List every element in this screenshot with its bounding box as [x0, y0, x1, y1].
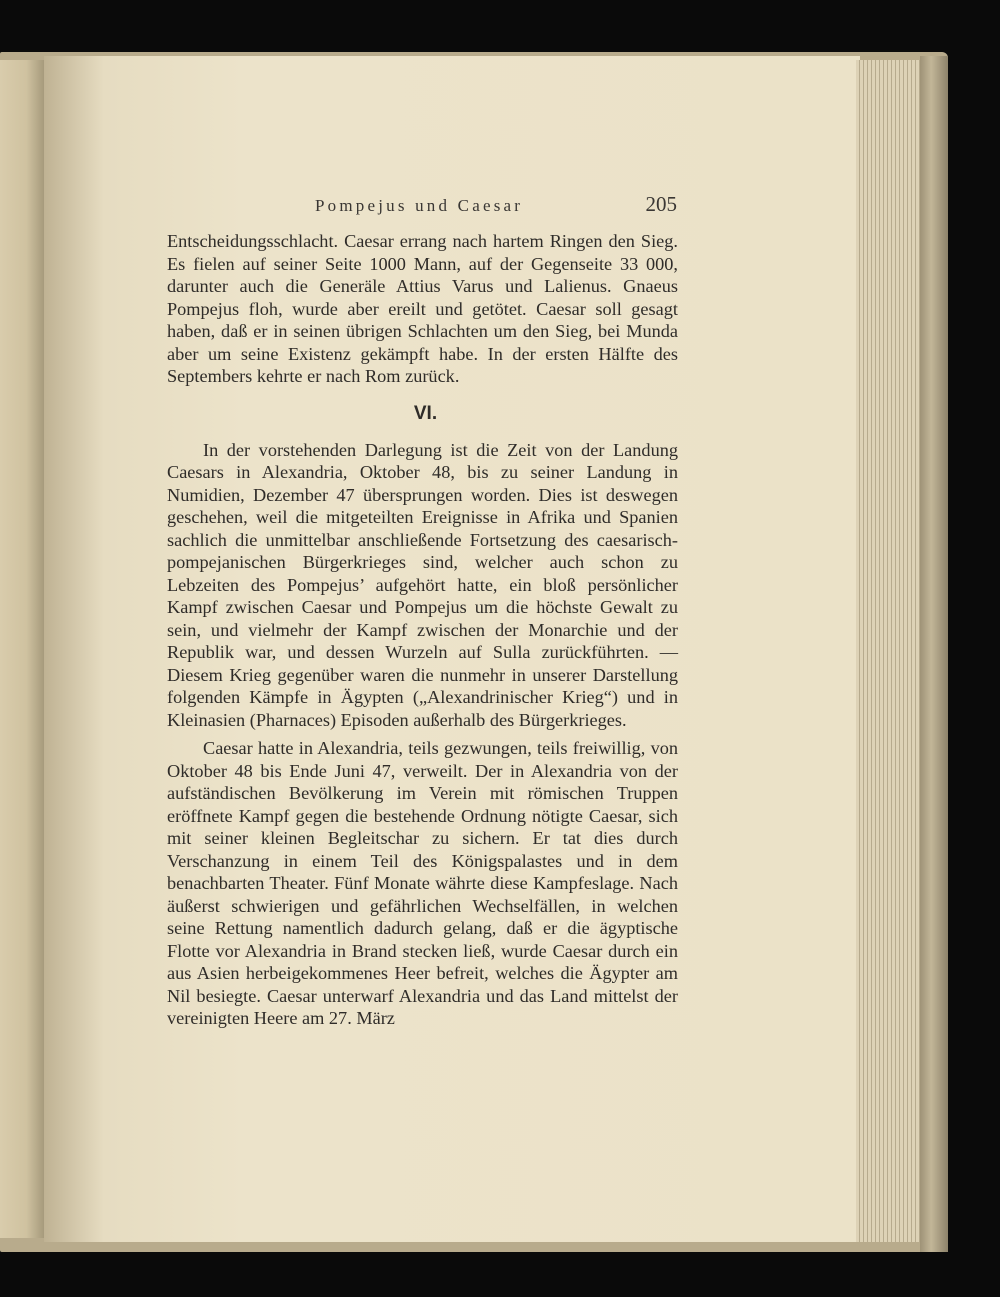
running-title: Pompejus und Caesar — [315, 196, 524, 215]
page-number: 205 — [645, 192, 677, 216]
page-edges — [856, 60, 922, 1242]
paragraph: In der vorstehenden Darlegung ist die Zeit von der Landung Caesars in Alexandria, Oktober 48, bis zu seiner Landung in Numidien, Dezember 47 übersprungen worden. Dies ist deswegen geschehen, weil die mitgeteilten Ereignisse in Afrika und Spanien sachlich die unmittelbar anschließende Fortsetzung des caesarisch-pompejanischen Bürgerkrieges sind, welcher auch schon zu Lebzeiten des Pompejus’ aufgehört hatte, ein bloß persönlicher Kampf zwischen Caesar und Pompejus um die höchste Gewalt zu sein, und vielmehr der Kampf zwischen der Monarchie und der Republik war, und dessen Wurzeln auf Sulla zurückführten. — Diesem Krieg gegenüber waren die nunmehr in unserer Darstellung folgenden Kämpfe in Ägypten („Alexandrinischer Krieg“) und in Kleinasien (Pharnaces) Episoden außerhalb des Bürgerkrieges. — [167, 439, 678, 730]
cover-edge — [920, 56, 948, 1252]
left-page-edge — [0, 60, 44, 1238]
paragraph: Caesar hatte in Alexandria, teils gezwungen, teils freiwillig, von Oktober 48 bis Ende Juni 47, verweilt. Der in Alexandria von der aufständischen Bevölkerung im Verein mit römischen Truppen eröffnete Kampf gegen die bestehende Ordnung nötigte Caesar, sich mit seiner kleinen Begleitschar zu sichern. Er tat dies durch Verschanzung in einem Teil des Königspalastes und in dem benachbarten Theater. Fünf Monate währte diese Kampfeslage. Nach äußerst schwierigen und gefährlichen Wechselfällen, in welchen seine Rettung namentlich dadurch gelang, daß er die ägyptische Flotte vor Alexandria in Brand stecken ließ, wurde Caesar durch ein aus Asien herbeigekommenes Heer befreit, welches die Ägypter am Nil besiegte. Caesar unterwarf Alexandria und das Land mittelst der vereinigten Heere am 27. März — [167, 738, 678, 1028]
body-text — [167, 230, 678, 1030]
section-heading: VI. — [413, 402, 438, 424]
paragraph: Entscheidungsschlacht. Caesar errang nach hartem Ringen den Sieg. Es fielen auf seiner Seite 1000 Mann, auf der Gegenseite 33 000, darunter auch die Generäle Attius Varus und Lalienus. Gnaeus Pompejus floh, wurde aber ereilt und getötet. Caesar soll gesagt haben, daß er in seinen übrigen Schlachten um den Sieg, bei Munda aber um seine Existenz gekämpft habe. In der ersten Hälfte des Septembers kehrte er nach Rom zurück. — [167, 231, 678, 386]
running-header — [167, 192, 677, 222]
